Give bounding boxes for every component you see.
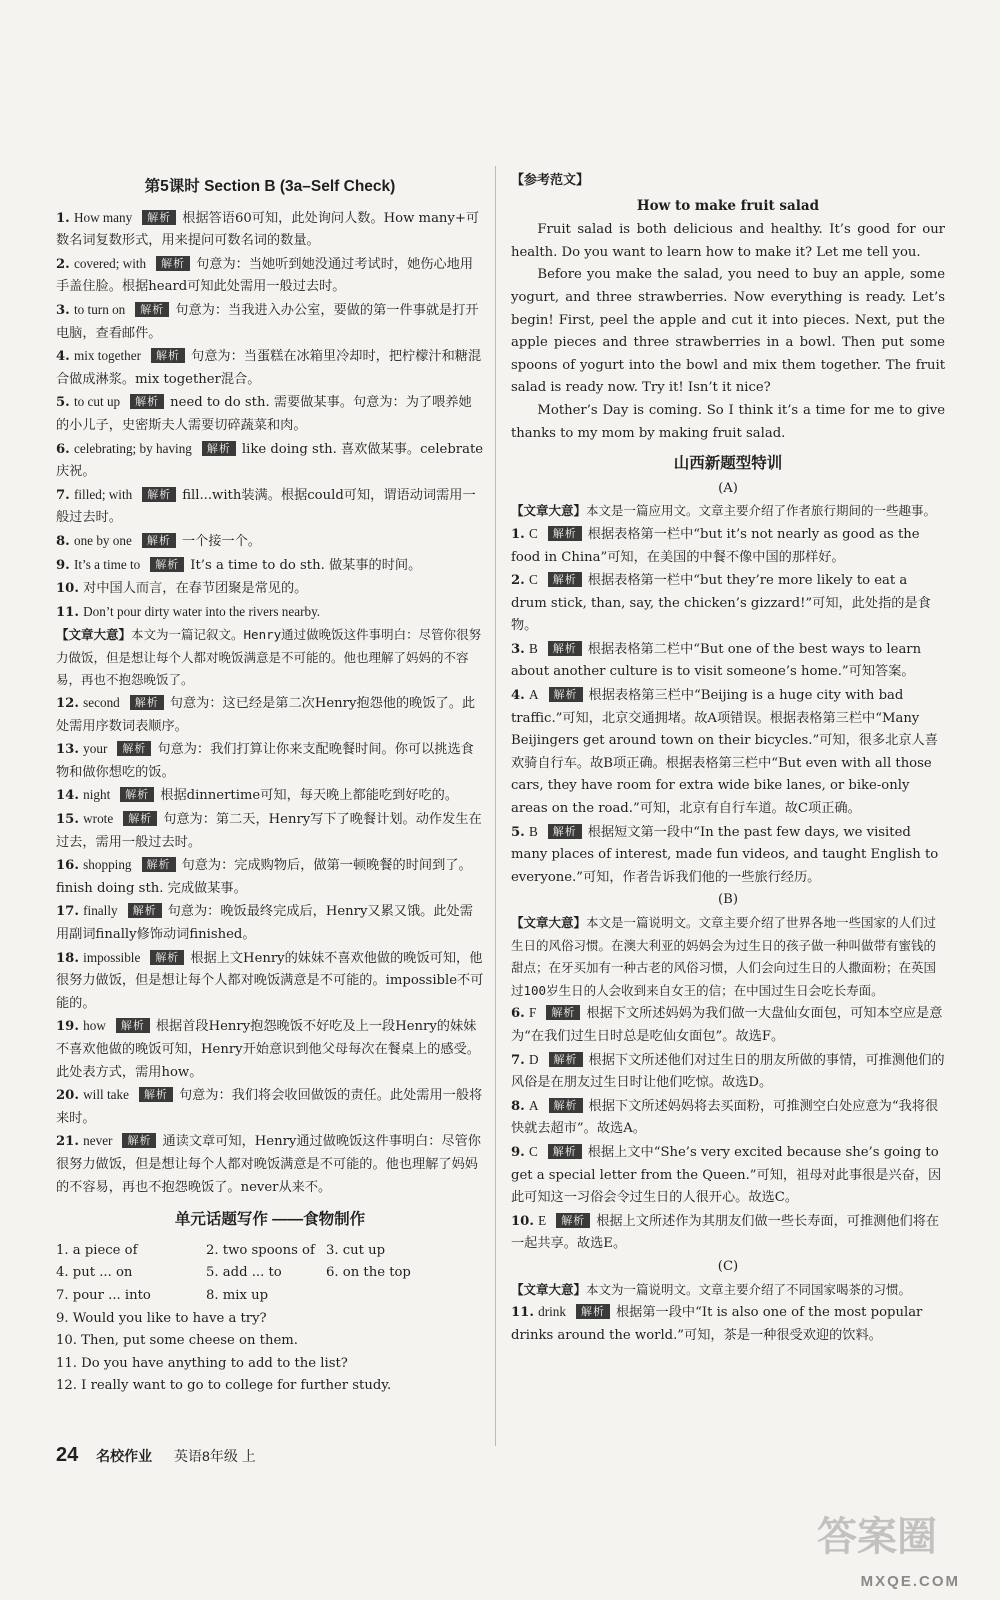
analysis-tag: 解析 — [150, 557, 184, 572]
item-number: 6. — [511, 1006, 525, 1022]
item-number: 2. — [56, 256, 70, 272]
part-a-label: (A) — [718, 480, 738, 496]
item-explanation: 根据下文所述他们对过生日的朋友所做的事情，可推测他们的风俗是在朋友过生日时让他们吃惊。故选D。 — [511, 1052, 945, 1091]
answer-item — [511, 523, 945, 569]
writing-grid-item: 5. add ... to — [206, 1265, 282, 1281]
item-answer: celebrating; by having — [73, 440, 192, 456]
answer-item — [56, 391, 484, 437]
writing-grid-item: 6. on the top — [326, 1265, 411, 1281]
item-answer: C — [528, 1143, 538, 1159]
answer-item — [511, 569, 945, 638]
item-explanation: 根据表格第一栏中“but they’re more likely to eat a drum stick, than, say, the chicken’s gizzard!”可知，此处指的是食物。 — [511, 573, 931, 634]
item-explanation: 根据答语60可知，此处询问人数。How many+可数名词复数形式，用来提问可数名词的数量。 — [56, 210, 480, 249]
analysis-tag: 解析 — [150, 950, 184, 965]
item-answer: B — [528, 823, 538, 839]
essay-paragraph: Mother’s Day is coming. So I think it’s a time for me to give thanks to my mom by making fruit salad. — [511, 402, 945, 441]
page-footer — [56, 1444, 256, 1467]
item-number: 7. — [511, 1052, 525, 1068]
item-answer: one by one — [73, 532, 132, 548]
item-number: 17. — [56, 904, 79, 920]
summary-c-label: 【文章大意】 — [511, 1281, 587, 1297]
item-explanation: 根据首段Henry抱怨晚饭不好吃及上一段Henry的妹妹不喜欢他做的晚饭可知，Henry开始意识到他父母每次在餐桌上的感受。此处表方式，需用how。 — [56, 1019, 480, 1080]
summary-b — [511, 912, 945, 1002]
logo-chars: 答案圈 — [817, 1514, 937, 1560]
answer-item — [56, 601, 484, 625]
item-answer: filled; with — [73, 486, 133, 502]
answer-item — [56, 692, 484, 738]
item-explanation: 根据上文所述作为其朋友们做一些长寿面，可推测他们将在一起共享。故选E。 — [511, 1213, 940, 1252]
item-answer: B — [528, 640, 538, 656]
item-number: 16. — [56, 858, 79, 874]
answer-list-left-2 — [56, 692, 484, 1199]
analysis-tag: 解析 — [142, 857, 176, 872]
writing-grid-item: 3. cut up — [326, 1242, 386, 1258]
item-explanation: 句意为：我们打算让你来支配晚餐时间。你可以挑选食物和做你想吃的饭。 — [56, 742, 474, 780]
special-title: 山西新题型特训 — [673, 455, 783, 473]
reference-label: 【参考范文】 — [511, 173, 590, 188]
answer-item — [56, 484, 484, 530]
essay-title: How to make fruit salad — [636, 197, 820, 214]
analysis-tag: 解析 — [142, 210, 176, 225]
item-number: 4. — [56, 349, 70, 365]
answer-list-b — [511, 1002, 945, 1256]
item-explanation: 根据表格第一栏中“but it’s not nearly as good as the food in China”可知，在美国的中餐不像中国的那样好。 — [511, 526, 920, 565]
item-answer: to cut up — [73, 394, 121, 410]
part-c-label: (C) — [717, 1258, 739, 1274]
answer-item — [511, 1210, 945, 1256]
item-number: 11. — [56, 604, 79, 620]
item-number: 2. — [511, 573, 525, 589]
answer-item — [511, 1141, 945, 1210]
item-explanation: 句意为：当蛋糕在冰箱里冷却时，把柠檬汁和糖混合做成淋浆。mix together混合。 — [56, 349, 482, 387]
answer-list-a — [511, 523, 945, 890]
logo-url: MXQE.COM — [860, 1573, 960, 1590]
analysis-tag: 解析 — [122, 1133, 156, 1148]
writing-line: 12. I really want to go to college for further study. — [56, 1378, 392, 1394]
analysis-tag: 解析 — [202, 441, 236, 456]
item-answer: E — [538, 1212, 547, 1228]
analysis-tag: 解析 — [549, 1098, 583, 1113]
item-answer: night — [83, 787, 111, 803]
analysis-tag: 解析 — [548, 824, 582, 839]
essay-paragraph: Before you make the salad, you need to buy an apple, some yogurt, and three strawberries. Now everything is ready. Let’s begin! First, peel the apple and cut it into pieces. Next, put the apple pieces and three strawberries in a bowl. Then put some spoons of yogurt into the bowl and mix them together. The fruit salad is ready now. Try it! Isn’t it nice? — [511, 267, 945, 396]
item-number: 8. — [56, 533, 70, 549]
item-explanation: 句意为：第二天，Henry写下了晚餐计划。动作发生在过去，需用一般过去时。 — [56, 812, 482, 850]
section-title: 第5课时 Section B (3a–Self Check) — [144, 178, 396, 195]
answer-item — [56, 900, 484, 946]
summary-c — [511, 1279, 945, 1302]
page-number: 24 — [56, 1444, 79, 1466]
item-number: 5. — [511, 824, 525, 840]
item-answer: to turn on — [73, 301, 126, 317]
answer-item — [56, 738, 484, 784]
summary-c-text: 本文为一篇说明文。文章主要介绍了不同国家喝茶的习惯。 — [586, 1281, 912, 1297]
summary-a-label: 【文章大意】 — [511, 503, 587, 519]
item-number: 1. — [56, 210, 70, 226]
answer-item — [56, 1084, 484, 1130]
analysis-tag: 解析 — [549, 1052, 583, 1067]
item-number: 7. — [56, 487, 70, 503]
answer-item — [511, 821, 945, 890]
writing-grid-item: 2. two spoons of — [206, 1242, 315, 1258]
writing-line: 9. Would you like to have a try? — [56, 1310, 267, 1326]
item-explanation: 根据下文所述妈妈为我们做一大盘仙女面包，可知本空应是意为“在我们过生日时总是吃仙女面包”。故选F。 — [511, 1006, 943, 1044]
item-explanation: 根据上文中“She’s very excited because she’s going to get a special letter from the Queen.”可知，祖母对此事很是兴奋，因此可知这一习俗会令过生日的人很开心。故选C。 — [511, 1144, 942, 1206]
analysis-tag: 解析 — [117, 741, 151, 756]
analysis-tag: 解析 — [130, 695, 164, 710]
summary-b-text: 本文是一篇说明文。文章主要介绍了世界各地一些国家的人们过生日的风俗习惯。在澳大利亚的妈妈会为过生日的孩子做一种叫做带有蜜钱的甜点；在牙买加有一种古老的风俗习惯，人们会向过生日的人撒面粉；在英国过100岁生日的人会收到来自女王的信；在中国过生日会吃长寿面。 — [511, 915, 937, 998]
item-explanation: 根据第一段中“It is also one of the most popular drinks around the world.”可知，茶是一种很受欢迎的饮料。 — [511, 1305, 923, 1343]
item-explanation: 根据表格第二栏中“But one of the best ways to learn about another culture is to visit someone’s home.”可知答案。 — [511, 641, 922, 680]
answer-item — [56, 554, 484, 578]
answer-item — [56, 808, 484, 854]
answer-item — [56, 1130, 484, 1199]
answer-item — [56, 577, 484, 601]
item-number: 5. — [56, 395, 70, 411]
writing-line: 10. Then, put some cheese on them. — [56, 1333, 298, 1349]
item-explanation: 句意为：这已经是第二次Henry抱怨他的晚饭了。此处需用序数词表顺序。 — [56, 696, 476, 734]
answer-item — [511, 638, 945, 684]
answer-item — [511, 1049, 945, 1095]
item-explanation: 根据dinnertime可知，每天晚上都能吃到好吃的。 — [160, 788, 459, 804]
analysis-tag: 解析 — [548, 1144, 582, 1159]
item-answer: your — [83, 741, 108, 757]
writing-grid-item: 1. a piece of — [56, 1242, 138, 1258]
item-explanation: 句意为：当我进入办公室，要做的第一件事就是打开电脑，查看邮件。 — [56, 302, 479, 341]
analysis-tag: 解析 — [548, 641, 582, 656]
summary-label: 【文章大意】 — [56, 627, 132, 643]
item-explanation: It’s a time to do sth. 做某事的时间。 — [190, 557, 422, 573]
answer-item — [56, 854, 484, 900]
item-answer: A — [528, 1097, 539, 1113]
analysis-tag: 解析 — [135, 302, 169, 317]
analysis-tag: 解析 — [116, 1018, 150, 1033]
item-explanation: fill...with装满。根据could可知，谓语动词需用一般过去时。 — [56, 487, 476, 526]
item-number: 10. — [511, 1213, 534, 1229]
item-answer: never — [83, 1133, 113, 1149]
writing-grid-item: 7. pour ... into — [56, 1287, 151, 1303]
item-number: 9. — [511, 1144, 525, 1160]
answer-item — [56, 299, 484, 345]
item-answer: F — [528, 1005, 537, 1021]
analysis-tag: 解析 — [128, 903, 162, 918]
item-answer: C — [528, 572, 538, 588]
answer-list-left — [56, 207, 484, 625]
left-column — [56, 176, 484, 1398]
item-answer: how — [83, 1018, 106, 1034]
item-answer: second — [83, 695, 120, 711]
answer-item — [511, 1095, 945, 1141]
article-summary — [56, 624, 484, 692]
item-explanation: 通读文章可知，Henry通过做晚饭这件事明白：尽管你很努力做饭，但是想让每个人都对晚饭满意是不可能的。他也理解了妈妈的不容易，再也不抱怨晚饭了。never从来不。 — [56, 1134, 481, 1195]
analysis-tag: 解析 — [120, 787, 154, 802]
analysis-tag: 解析 — [546, 1005, 580, 1020]
item-answer: wrote — [83, 811, 114, 827]
item-number: 3. — [56, 302, 70, 318]
writing-title: 单元话题写作 ——食物制作 — [174, 1211, 366, 1229]
analysis-tag: 解析 — [549, 687, 583, 702]
item-explanation: 句意为：完成购物后，做第一顿晚餐的时间到了。finish doing sth. 完成做某事。 — [56, 858, 472, 896]
watermark-logo — [782, 1504, 972, 1578]
item-explanation: 根据表格第三栏中“Beijing is a huge city with bad traffic.”可知，北京交通拥堵。故A项错误。根据表格第三栏中“Many Beijingers get around town on their bicycles.”可知，很多北京人喜欢骑自行车。故B项正确。根据表格第三栏中“But even with all those cars, they have room for extra wide bike lanes, or bike-only areas on the road.”可知，北京有自行车道。故C项正确。 — [511, 688, 938, 817]
item-number: 12. — [56, 696, 79, 712]
item-number: 1. — [511, 526, 525, 542]
item-answer: shopping — [83, 857, 132, 873]
subject-label: 英语8年级 上 — [174, 1448, 256, 1464]
analysis-tag: 解析 — [548, 572, 582, 587]
item-answer: 对中国人而言，在春节团聚是常见的。 — [83, 580, 308, 596]
item-explanation: 句意为：我们将会收回做饭的责任。此处需用一般将来时。 — [56, 1088, 483, 1126]
item-answer: How many — [73, 209, 133, 225]
answer-item — [56, 345, 484, 391]
summary-text: 本文为一篇记叙文。Henry通过做晚饭这件事明白：尽管你很努力做饭，但是想让每个人都对晚饭满意是不可能的。他也理解了妈妈的不容易，再也不抱怨晚饭了。 — [56, 627, 482, 688]
item-number: 13. — [56, 742, 79, 758]
item-number: 9. — [56, 557, 70, 573]
answer-item — [511, 684, 945, 821]
item-number: 21. — [56, 1134, 79, 1150]
item-number: 6. — [56, 441, 70, 457]
answer-item — [511, 1002, 945, 1048]
answer-list-c — [511, 1301, 945, 1347]
essay-paragraph: Fruit salad is both delicious and healthy. It’s good for our health. Do you want to learn how to make it? Let me tell you. — [511, 222, 945, 260]
item-explanation: 根据下文所述妈妈将去买面粉，可推测空白处应意为“我将很快就去超市”。故选A。 — [511, 1098, 939, 1137]
writing-grid-item: 4. put ... on — [56, 1265, 133, 1281]
analysis-tag: 解析 — [556, 1213, 590, 1228]
item-number: 8. — [511, 1098, 525, 1114]
item-explanation: 一个接一个。 — [181, 533, 261, 549]
analysis-tag: 解析 — [151, 348, 185, 363]
item-explanation: like doing sth. 喜欢做某事。celebrate庆祝。 — [56, 441, 484, 480]
item-number: 19. — [56, 1019, 79, 1035]
analysis-tag: 解析 — [130, 394, 164, 409]
item-number: 4. — [511, 688, 525, 704]
writing-grid-item: 8. mix up — [206, 1287, 269, 1303]
item-explanation: 根据上文Henry的妹妹不喜欢他做的晚饭可知，他很努力做饭，但是想让每个人都对晚饭满意是不可能的。impossible不可能的。 — [56, 950, 484, 1011]
item-number: 3. — [511, 641, 525, 657]
writing-line: 11. Do you have anything to add to the list? — [56, 1355, 348, 1371]
writing-lines — [56, 1308, 484, 1398]
answer-item — [56, 530, 484, 554]
answer-item — [511, 1301, 945, 1347]
item-number: 14. — [56, 788, 79, 804]
analysis-tag: 解析 — [142, 487, 176, 502]
item-explanation: 根据短文第一段中“In the past few days, we visited many places of interest, made fun videos, and taught English to everyone.”可知，作者告诉我们他的一些旅行经历。 — [511, 824, 939, 885]
summary-a-text: 本文是一篇应用文。文章主要介绍了作者旅行期间的一些趣事。 — [586, 503, 937, 519]
analysis-tag: 解析 — [576, 1304, 610, 1319]
brand-name: 名校作业 — [96, 1449, 153, 1465]
analysis-tag: 解析 — [156, 256, 190, 271]
item-answer: A — [528, 687, 539, 703]
summary-b-label: 【文章大意】 — [511, 915, 587, 930]
answer-item — [56, 253, 484, 299]
item-number: 11. — [511, 1305, 534, 1321]
item-answer: C — [528, 525, 538, 541]
column-divider — [495, 166, 496, 1446]
item-number: 10. — [56, 581, 79, 597]
analysis-tag: 解析 — [548, 526, 582, 541]
item-answer: Don’t pour dirty water into the rivers nearby. — [83, 603, 321, 619]
writing-grid — [56, 1240, 484, 1308]
part-b-label: (B) — [718, 892, 738, 908]
item-number: 18. — [56, 950, 79, 966]
analysis-tag: 解析 — [123, 811, 157, 826]
answer-item — [56, 947, 484, 1016]
item-number: 15. — [56, 812, 79, 828]
writing-grid-item — [326, 1285, 476, 1308]
answer-item — [56, 784, 484, 808]
item-answer: covered; with — [73, 255, 147, 271]
analysis-tag: 解析 — [139, 1087, 173, 1102]
right-column — [511, 170, 945, 1347]
essay-body — [511, 219, 945, 445]
analysis-tag: 解析 — [142, 533, 176, 548]
item-answer: impossible — [83, 949, 141, 965]
item-number: 20. — [56, 1088, 79, 1104]
item-answer: D — [528, 1051, 539, 1067]
summary-a — [511, 500, 945, 523]
item-answer: drink — [538, 1304, 566, 1320]
answer-item — [56, 1015, 484, 1084]
item-answer: finally — [83, 903, 118, 919]
answer-item — [56, 438, 484, 484]
item-answer: will take — [83, 1087, 129, 1103]
item-explanation: need to do sth. 需要做某事。句意为：为了喂养她的小儿子，史密斯夫人需要切碎蔬菜和肉。 — [56, 395, 472, 433]
answer-item — [56, 207, 484, 253]
item-explanation: 句意为：当她听到她没通过考试时，她伤心地用手盖住脸。根据heard可知此处需用一般过去时。 — [56, 256, 474, 295]
item-answer: mix together — [73, 348, 142, 364]
item-explanation: 句意为：晚饭最终完成后，Henry又累又饿。此处需用副词finally修饰动词finished。 — [56, 904, 473, 942]
item-answer: It’s a time to — [73, 556, 141, 572]
